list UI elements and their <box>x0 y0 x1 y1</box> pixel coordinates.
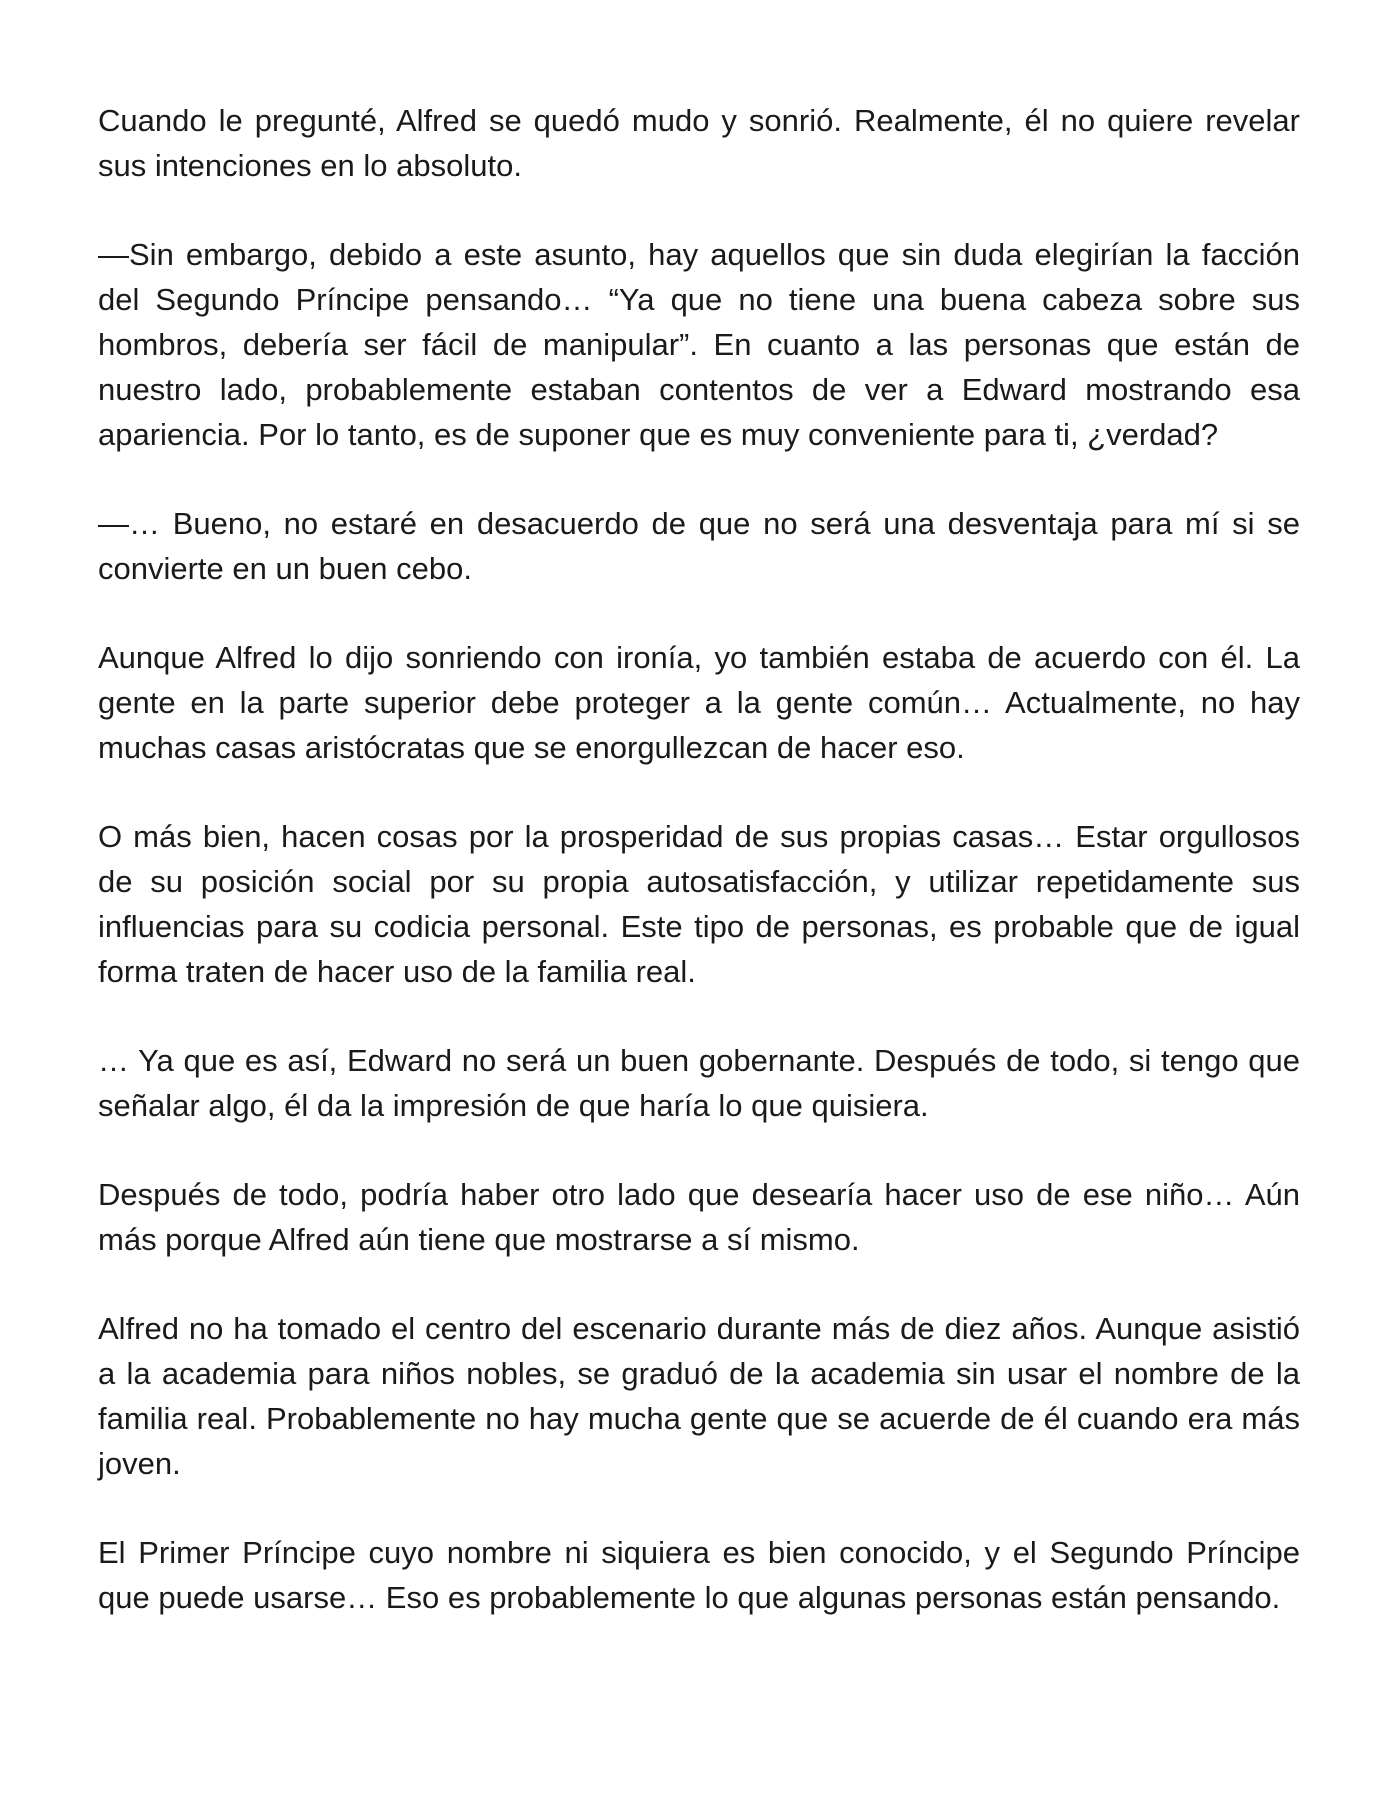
paragraph-8: Alfred no ha tomado el centro del escenario durante más de diez años. Aunque asistió a la academia para niños nobles, se graduó de la academia sin usar el nombre de la familia real. Probablemente no hay mucha gente que se acuerde de él cuando era más joven. <box>98 1311 1300 1481</box>
paragraph-1: Cuando le pregunté, Alfred se quedó mudo y sonrió. Realmente, él no quiere revelar sus intenciones en lo absoluto. <box>98 103 1300 183</box>
paragraph-5: O más bien, hacen cosas por la prosperidad de sus propias casas… Estar orgullosos de su posición social por su propia autosatisfacción, y utilizar repetidamente sus influencias para su codicia personal. Este tipo de personas, es probable que de igual forma traten de hacer uso de la familia real. <box>98 819 1300 989</box>
paragraph-9: El Primer Príncipe cuyo nombre ni siquiera es bien conocido, y el Segundo Príncipe que puede usarse… Eso es probablemente lo que algunas personas están pensando. <box>98 1535 1300 1615</box>
document-page <box>98 98 1300 1620</box>
paragraph-2: —Sin embargo, debido a este asunto, hay aquellos que sin duda elegirían la facción del Segundo Príncipe pensando… “Ya que no tiene una buena cabeza sobre sus hombros, debería ser fácil de manipular”. En cuanto a las personas que están de nuestro lado, probablemente estaban contentos de ver a Edward mostrando esa apariencia. Por lo tanto, es de suponer que es muy conveniente para ti, ¿verdad? <box>98 237 1300 452</box>
paragraph-6: … Ya que es así, Edward no será un buen gobernante. Después de todo, si tengo que señalar algo, él da la impresión de que haría lo que quisiera. <box>98 1043 1300 1123</box>
paragraph-7: Después de todo, podría haber otro lado que desearía hacer uso de ese niño… Aún más porque Alfred aún tiene que mostrarse a sí mismo. <box>98 1177 1300 1257</box>
paragraph-3: —… Bueno, no estaré en desacuerdo de que no será una desventaja para mí si se convierte en un buen cebo. <box>98 506 1300 586</box>
paragraph-4: Aunque Alfred lo dijo sonriendo con ironía, yo también estaba de acuerdo con él. La gente en la parte superior debe proteger a la gente común… Actualmente, no hay muchas casas aristócratas que se enorgullezcan de hacer eso. <box>98 640 1300 765</box>
